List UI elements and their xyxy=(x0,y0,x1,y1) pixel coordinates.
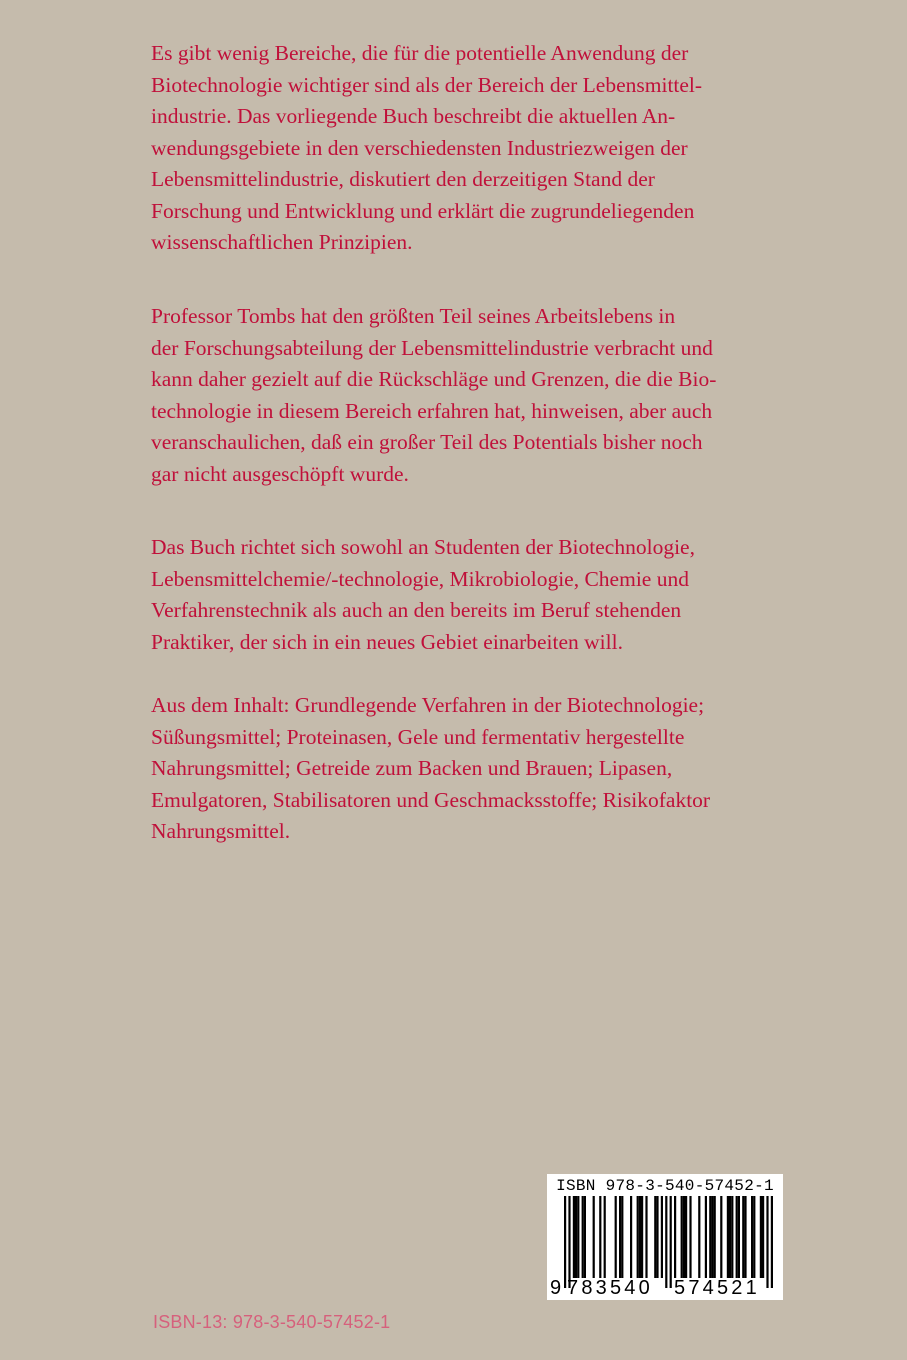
barcode-bar xyxy=(744,1196,746,1278)
barcode-bar xyxy=(709,1196,711,1278)
text-line: Praktiker, der sich in ein neues Gebiet einarbeiten will. xyxy=(151,629,623,654)
text-line: industrie. Das vorliegende Buch beschreibt die aktuellen An- xyxy=(151,104,676,128)
barcode-bar xyxy=(630,1196,632,1278)
barcode-bar xyxy=(573,1196,575,1278)
barcode-lead-digit: 9 xyxy=(550,1277,562,1299)
barcode-bar xyxy=(736,1196,738,1278)
isbn-barcode xyxy=(547,1174,783,1300)
barcode-bar xyxy=(760,1196,762,1278)
barcode-guard-bar xyxy=(665,1196,667,1288)
barcode-guard-bar xyxy=(766,1196,768,1288)
barcode-bar xyxy=(641,1196,643,1278)
barcode-bar xyxy=(582,1196,584,1278)
barcode-bar xyxy=(619,1196,621,1278)
text-line: Nahrungsmittel. xyxy=(151,819,291,843)
text-line: Nahrungsmittel; Getreide zum Backen und Brauen; Lipasen, xyxy=(151,756,673,780)
barcode-bar xyxy=(575,1196,577,1278)
barcode-guard-bar xyxy=(771,1196,773,1288)
text-line: Professor Tombs hat den größten Teil seines Arbeitslebens in xyxy=(151,304,676,328)
text-line: wissenschaftlichen Prinzipien. xyxy=(151,230,413,254)
barcode-bar xyxy=(674,1196,676,1278)
barcode-bar xyxy=(615,1196,617,1278)
barcode-guard-bar xyxy=(564,1196,566,1288)
barcode-bar xyxy=(751,1196,753,1278)
barcode-bar xyxy=(645,1196,647,1278)
text-line: Süßungsmittel; Proteinasen, Gele und fermentativ hergestellte xyxy=(151,724,685,749)
text-line: der Forschungsabteilung der Lebensmittelindustrie verbracht und xyxy=(151,335,713,360)
barcode-bar xyxy=(683,1196,685,1278)
blurb-paragraph-intro xyxy=(151,38,751,259)
blurb-paragraph-author xyxy=(151,301,751,490)
text-line: Verfahrenstechnik als auch an den bereits im Beruf stehenden xyxy=(151,598,682,622)
barcode-bar xyxy=(729,1196,731,1278)
barcode-bar xyxy=(720,1196,722,1278)
barcode-bar xyxy=(689,1196,691,1278)
barcode-bar xyxy=(742,1196,744,1278)
barcode-bar xyxy=(727,1196,729,1278)
barcode-bar xyxy=(714,1196,716,1278)
barcode-bar xyxy=(711,1196,713,1278)
blurb-paragraph-contents xyxy=(151,690,751,848)
barcode-right-digits: 574521 xyxy=(674,1277,760,1299)
barcode-bar xyxy=(753,1196,755,1278)
barcode-bar xyxy=(584,1196,586,1278)
barcode-bar xyxy=(599,1196,601,1278)
barcode-bar xyxy=(731,1196,733,1278)
barcode-bar xyxy=(639,1196,641,1278)
barcode-bar xyxy=(685,1196,687,1278)
text-line: Lebensmittelindustrie, diskutiert den derzeitigen Stand der xyxy=(151,167,655,191)
isbn-footer: ISBN-13: 978-3-540-57452-1 xyxy=(153,1312,391,1332)
text-line: gar nicht ausgeschöpft wurde. xyxy=(151,461,409,486)
barcode-digits xyxy=(547,1277,783,1299)
barcode-bar xyxy=(621,1196,623,1278)
text-line: veranschaulichen, daß ein großer Teil des Potentials bisher noch xyxy=(151,430,703,454)
barcode-bar xyxy=(654,1196,656,1278)
barcode-bar xyxy=(705,1196,707,1278)
barcode-isbn-text: ISBN 978-3-540-57452-1 xyxy=(556,1177,774,1195)
text-line: Das Buch richtet sich sowohl an Studenten der Biotechnologie, xyxy=(151,535,695,559)
barcode-guard-bar xyxy=(670,1196,672,1288)
barcode-guard-bar xyxy=(568,1196,570,1288)
text-line: technologie in diesem Bereich erfahren hat, hinweisen, aber auch xyxy=(151,398,713,423)
barcode-bar xyxy=(681,1196,683,1278)
barcode-bar xyxy=(637,1196,639,1278)
barcode-bar xyxy=(593,1196,595,1278)
barcode-bar xyxy=(762,1196,764,1278)
text-line: Aus dem Inhalt: Grundlegende Verfahren in der Biotechnologie; xyxy=(151,693,705,717)
barcode-bar xyxy=(604,1196,606,1278)
text-line: Es gibt wenig Bereiche, die für die potentielle Anwendung der xyxy=(151,41,689,65)
barcode-bar xyxy=(577,1196,579,1278)
barcode-bar xyxy=(656,1196,658,1278)
barcode-bar xyxy=(738,1196,740,1278)
barcode-bar xyxy=(661,1196,663,1278)
text-line: Forschung und Entwicklung und erklärt die zugrundeliegenden xyxy=(151,198,695,223)
text-line: Emulgatoren, Stabilisatoren und Geschmacksstoffe; Risikofaktor xyxy=(151,787,711,812)
text-line: wendungsgebiete in den verschiedensten Industriezweigen der xyxy=(151,135,688,160)
blurb-paragraph-audience xyxy=(151,532,751,658)
text-line: Lebensmittelchemie/-technologie, Mikrobiologie, Chemie und xyxy=(151,566,689,591)
barcode-bar xyxy=(698,1196,700,1278)
text-line: Biotechnologie wichtiger sind als der Bereich der Lebensmittel- xyxy=(151,72,703,97)
barcode-left-digits: 783540 xyxy=(567,1277,653,1299)
text-line: kann daher gezielt auf die Rückschläge und Grenzen, die die Bio- xyxy=(151,367,717,391)
